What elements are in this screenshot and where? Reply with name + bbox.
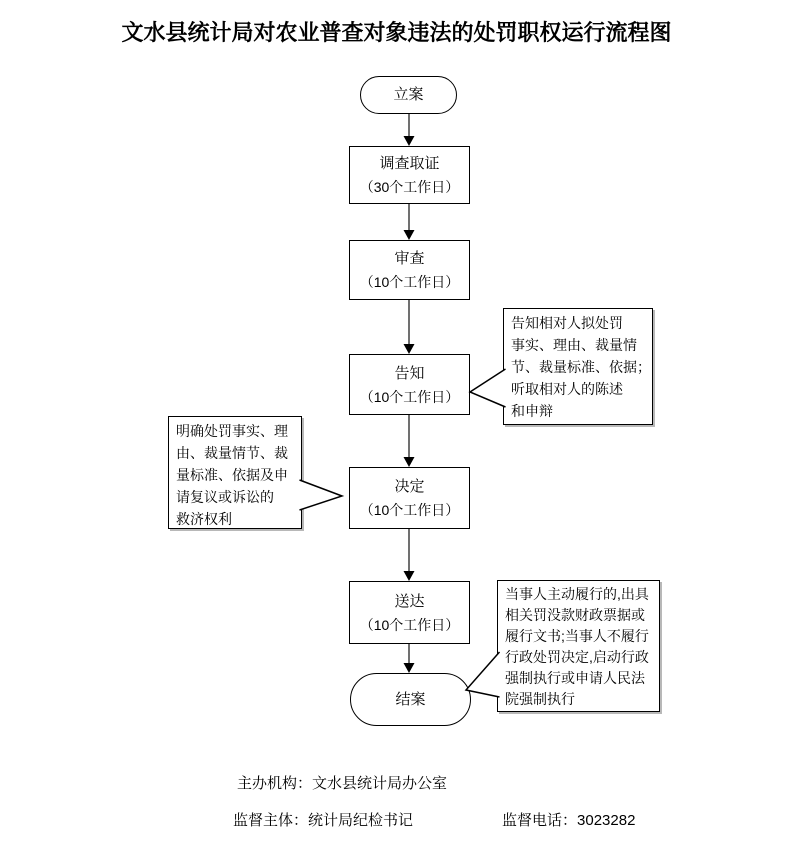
node-decision-label: 决定	[394, 478, 425, 495]
callout-decision-note	[168, 416, 302, 529]
callout-closing-note	[497, 580, 660, 712]
flow-arrow-start-to-investigation	[404, 114, 415, 146]
callout-pointer-decision	[300, 480, 343, 510]
callout-notification-line: 告知相对人拟处罚	[511, 315, 623, 331]
callout-decision-line: 由、裁量情节、裁	[176, 445, 288, 461]
node-investigation	[349, 146, 470, 204]
flow-arrow-notification-to-decision	[404, 415, 415, 467]
footer-phone-label: 监督电话：	[502, 812, 578, 829]
callout-closing-line: 当事人主动履行的,出具	[505, 586, 649, 602]
callout-closing-line: 院强制执行	[505, 691, 575, 707]
node-review	[349, 240, 470, 300]
callout-decision-line: 请复议或诉讼的	[176, 489, 274, 505]
node-investigation-label: 调查取证	[379, 155, 440, 172]
node-start-case	[360, 76, 457, 114]
callout-decision-line: 量标准、依据及申	[176, 467, 288, 483]
callout-pointer-notification	[470, 369, 506, 407]
footer-phone-number: 3023282	[577, 812, 636, 829]
callout-pointer-closing	[466, 652, 500, 697]
footer-supervisor: 监督主体：统计局纪检书记	[233, 812, 414, 829]
callout-closing-line: 行政处罚决定,启动行政	[505, 649, 649, 665]
node-notification-label: 告知	[394, 364, 425, 382]
callout-notification-line: 和申辩	[511, 403, 553, 419]
node-investigation-duration: （30个工作日）	[359, 179, 460, 195]
node-close-case	[350, 673, 471, 726]
callout-closing-line: 强制执行或申请人民法	[505, 670, 645, 686]
callout-decision-line: 明确处罚事实、理	[176, 423, 288, 439]
node-review-label: 审查	[394, 250, 425, 267]
callout-closing-line: 相关罚没款财政票据或	[505, 607, 645, 623]
node-decision	[349, 467, 470, 529]
callout-notification-line: 事实、理由、裁量情	[511, 337, 637, 353]
node-delivery-label: 送达	[394, 592, 425, 610]
node-review-duration: （10个工作日）	[359, 274, 460, 290]
flow-arrow-delivery-to-close	[404, 644, 415, 673]
node-notification-duration: （10个工作日）	[359, 388, 460, 405]
node-start-case-label: 立案	[393, 86, 424, 103]
callout-notification-note	[503, 308, 653, 425]
node-notification	[349, 354, 470, 415]
callout-decision-line: 救济权利	[176, 511, 232, 527]
flow-arrow-investigation-to-review	[404, 204, 415, 240]
footer-phone	[502, 809, 635, 830]
footer-organizer: 主办机构：文水县统计局办公室	[237, 775, 448, 792]
callout-notification-line: 听取相对人的陈述	[511, 381, 623, 397]
flow-arrow-review-to-notification	[404, 300, 415, 354]
node-decision-duration: （10个工作日）	[359, 502, 460, 518]
node-delivery-duration: （10个工作日）	[359, 616, 460, 633]
node-close-case-label: 结案	[395, 690, 426, 708]
callout-closing-line: 履行文书;当事人不履行	[505, 628, 649, 644]
callout-notification-line: 节、裁量标准、依据；	[511, 359, 651, 375]
flow-arrow-decision-to-delivery	[404, 529, 415, 581]
node-delivery	[349, 581, 470, 644]
page-title: 文水县统计局对农业普查对象违法的处罚职权运行流程图	[121, 20, 672, 45]
